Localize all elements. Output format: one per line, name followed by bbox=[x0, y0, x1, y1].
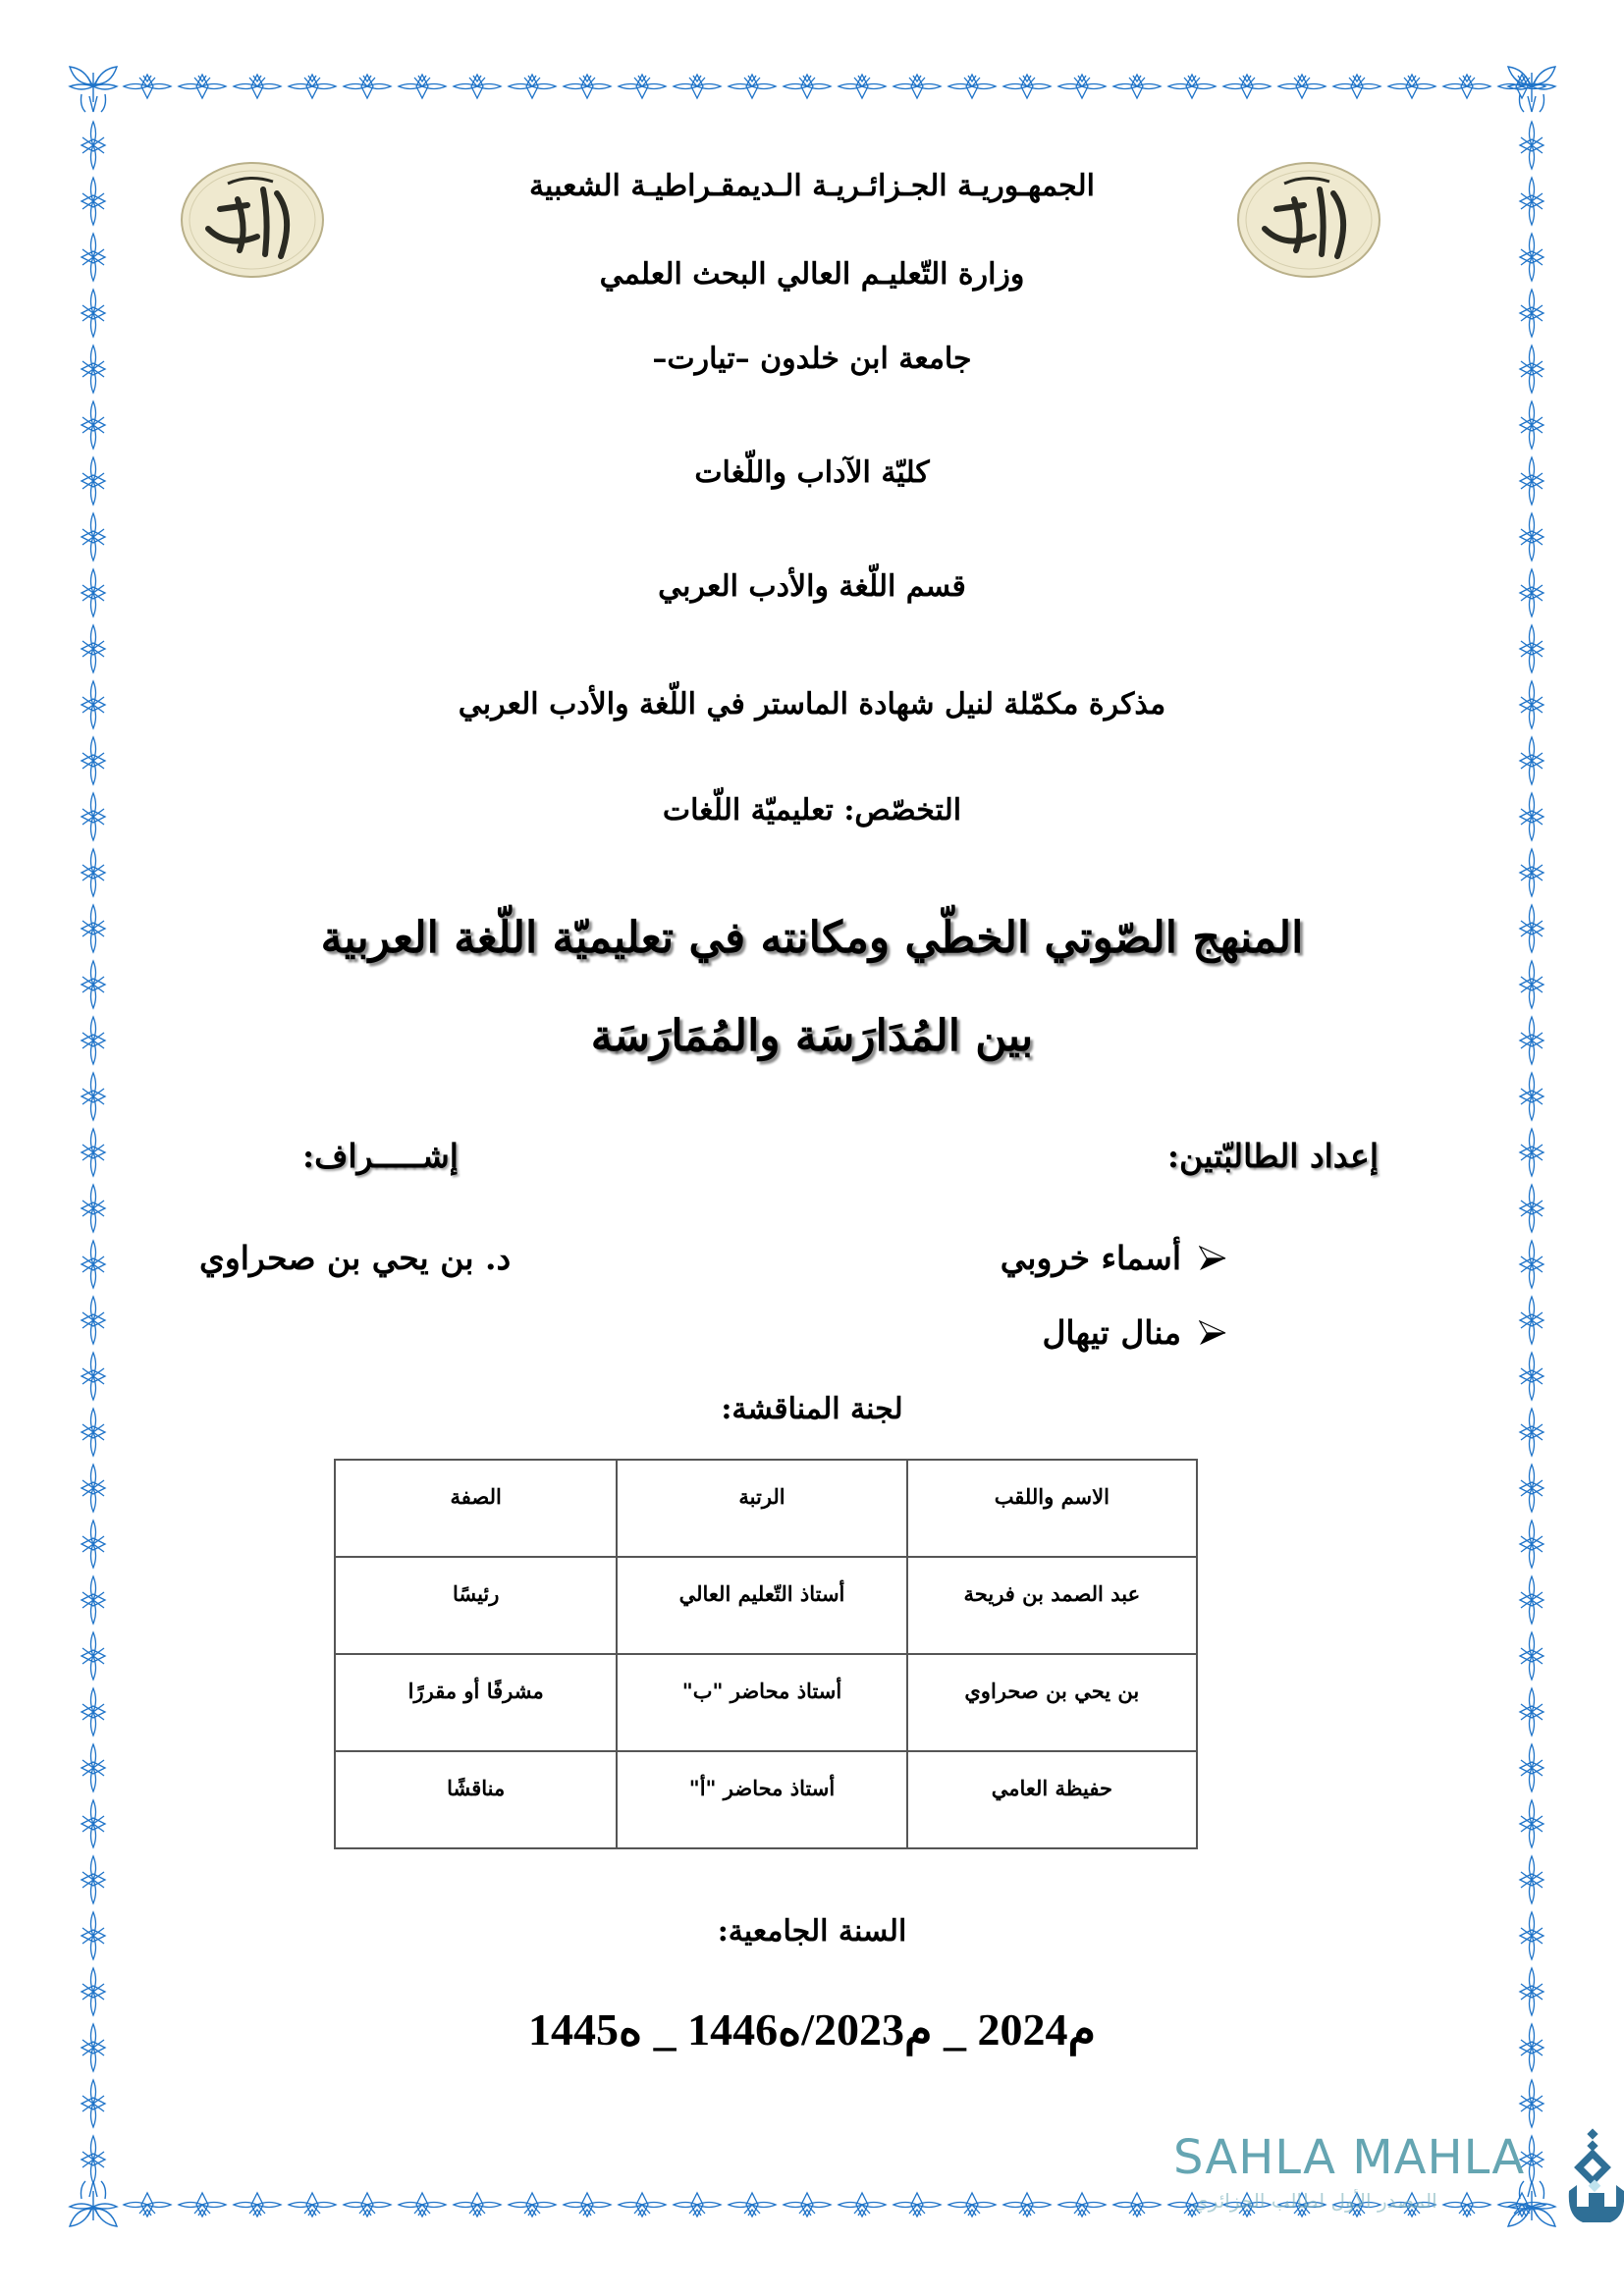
specialization: التخصّص: تعليميّة اللّغات bbox=[662, 793, 962, 828]
column-header-name: الاسم واللقب bbox=[907, 1460, 1197, 1557]
watermark-subtitle: المصدر الأول لطالب الجزائري bbox=[1193, 2189, 1437, 2213]
watermark-brand: SAHLA MAHLA bbox=[1173, 2130, 1526, 2185]
committee-label: لجنة المناقشة: bbox=[721, 1392, 903, 1426]
thesis-title-line-1: المنهج الصّوتي الخطّي ومكانته في تعليميّة اللّغة العربية bbox=[320, 913, 1304, 963]
member-rank: أستاذ التّعليم العالي bbox=[617, 1557, 906, 1654]
member-name: بن يحي بن صحراوي bbox=[907, 1654, 1197, 1751]
sahla-mahla-watermark bbox=[1173, 2130, 1624, 2248]
member-role: رئيسًا bbox=[335, 1557, 617, 1654]
table-row bbox=[335, 1557, 1197, 1654]
supervisor-name: د. بن يحي بن صحراوي bbox=[199, 1239, 512, 1277]
column-header-role: الصفة bbox=[335, 1460, 617, 1557]
table-row bbox=[335, 1654, 1197, 1751]
students-label: إعداد الطالبّتين: bbox=[1166, 1137, 1379, 1175]
academic-year-label: السنة الجامعية: bbox=[717, 1914, 907, 1949]
column-header-rank: الرتبة bbox=[617, 1460, 906, 1557]
arrowhead-bullet-icon bbox=[1199, 1246, 1226, 1271]
student-item bbox=[1001, 1239, 1226, 1277]
student-item bbox=[1042, 1313, 1226, 1352]
thesis-description: مذكرة مكمّلة لنيل شهادة الماستر في اللّغة والأدب العربي bbox=[458, 687, 1166, 721]
academic-year-value: 1445ه _ 1446ه/2023م _ 2024م bbox=[528, 2004, 1096, 2055]
sahla-mahla-logo-icon bbox=[1561, 2128, 1624, 2236]
member-name: حفيظة العامي bbox=[907, 1751, 1197, 1848]
faculty-name: كليّة الآداب واللّغات bbox=[694, 455, 930, 490]
committee-table bbox=[334, 1459, 1198, 1849]
supervisor-label: إشـــــراف: bbox=[302, 1137, 459, 1175]
department-name: قسم اللّغة والأدب العربي bbox=[658, 569, 966, 604]
member-role: مشرفًا أو مقررًا bbox=[335, 1654, 617, 1751]
member-rank: أستاذ محاضر "ب" bbox=[617, 1654, 906, 1751]
member-name: عبد الصمد بن فريحة bbox=[907, 1557, 1197, 1654]
member-role: مناقشًا bbox=[335, 1751, 617, 1848]
republic-name: الجمهـوريـة الجـزائـريـة الـديمقـراطيـة الشعبية bbox=[528, 169, 1096, 203]
table-row bbox=[335, 1751, 1197, 1848]
ministry-name: وزارة التّعليـم العالي البحث العلمي bbox=[599, 257, 1025, 292]
arrowhead-bullet-icon bbox=[1199, 1320, 1226, 1346]
university-name: جامعة ابن خلدون –تيارت– bbox=[652, 342, 972, 376]
student-name: منال تيهال bbox=[1042, 1313, 1181, 1352]
member-rank: أستاذ محاضر "أ" bbox=[617, 1751, 906, 1848]
thesis-title-line-2: بين المُدَارَسَة والمُمَارَسَة bbox=[590, 1011, 1034, 1061]
student-name: أسماء خروبي bbox=[1000, 1239, 1181, 1277]
table-header-row bbox=[335, 1460, 1197, 1557]
